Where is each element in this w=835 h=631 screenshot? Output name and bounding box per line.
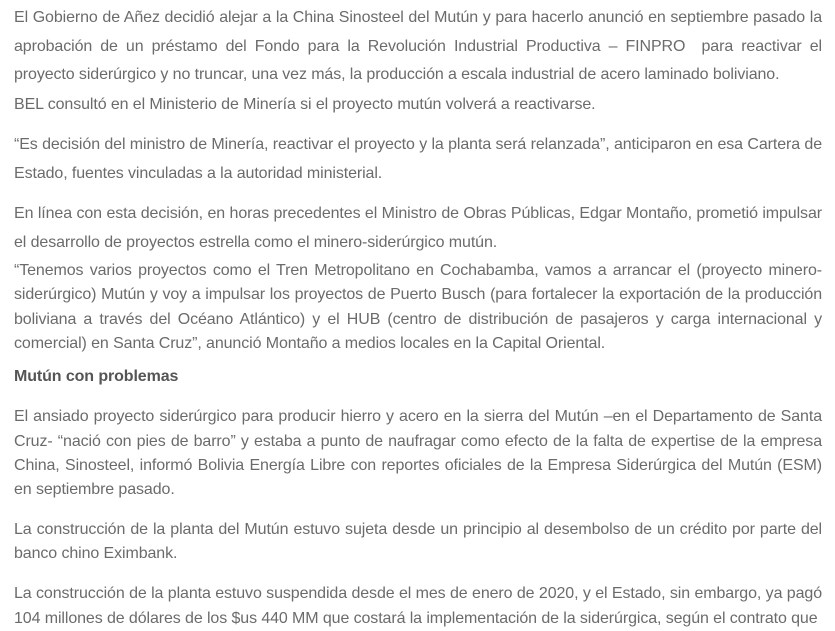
paragraph-montano-promesa: En línea con esta decisión, en horas precedentes el Ministro de Obras Públicas, Edgar Montaño, prometió impulsar el desarrollo de proyectos estrella como el minero-siderúrgico mutún. xyxy=(14,205,822,251)
paragraph-govt-finpro: El Gobierno de Añez decidió alejar a la China Sinosteel del Mutún y para hacerlo anunció en septiembre pasado la aprobación de un préstamo del Fondo para la Revolución Industrial Productiva – FINPRO para reactivar el proyecto siderúrgico y no truncar, una vez más, la producción a escala industrial de acero laminado boliviano. xyxy=(14,9,822,83)
paragraph-quote-ministerio: “Es decisión del ministro de Minería, reactivar el proyecto y la planta será relanzada”, anticiparon en esa Cartera de Estado, fuentes vinculadas a la autoridad ministerial. xyxy=(14,136,822,182)
paragraph-suspension-pagos: La construcción de la planta estuvo suspendida desde el mes de enero de 2020, y el Estado, sin embargo, ya pagó 104 millones de dólares de los $us 440 MM que costará la implementación de la siderúrgica, según el contrato que xyxy=(14,585,822,627)
subheading-mutun-problemas: Mutún con problemas xyxy=(14,368,179,386)
paragraph-quote-proyectos: “Tenemos varios proyectos como el Tren Metropolitano en Cochabamba, vamos a arrancar el (proyecto minero-siderúrgico) Mutún y voy a impulsar los proyectos de Puerto Busch (para fortalecer la exportación de la producción boliviana a través del Océano Atlántico) y el HUB (centro de distribución de pasajeros y carga internacional y comercial) en Santa Cruz”, anunció Montaño a medios locales en la Capital Oriental. xyxy=(14,262,822,352)
paragraph-credito-eximbank: La construcción de la planta del Mutún estuvo sujeta desde un principio al desembolso de un crédito por parte del banco chino Eximbank. xyxy=(14,520,822,562)
paragraph-bel-consulta: BEL consultó en el Ministerio de Minería si el proyecto mutún volverá a reactivarse. xyxy=(14,95,596,113)
paragraph-pies-de-barro: El ansiado proyecto siderúrgico para producir hierro y acero en la sierra del Mutún –en el Departamento de Santa Cruz- “nació con pies de barro” y estaba a punto de naufragar como efecto de la falta de expertise de la empresa China, Sinosteel, informó Bolivia Energía Libre con reportes oficiales de la Empresa Siderúrgica del Mutún (ESM) en septiembre pasado. xyxy=(14,408,822,499)
